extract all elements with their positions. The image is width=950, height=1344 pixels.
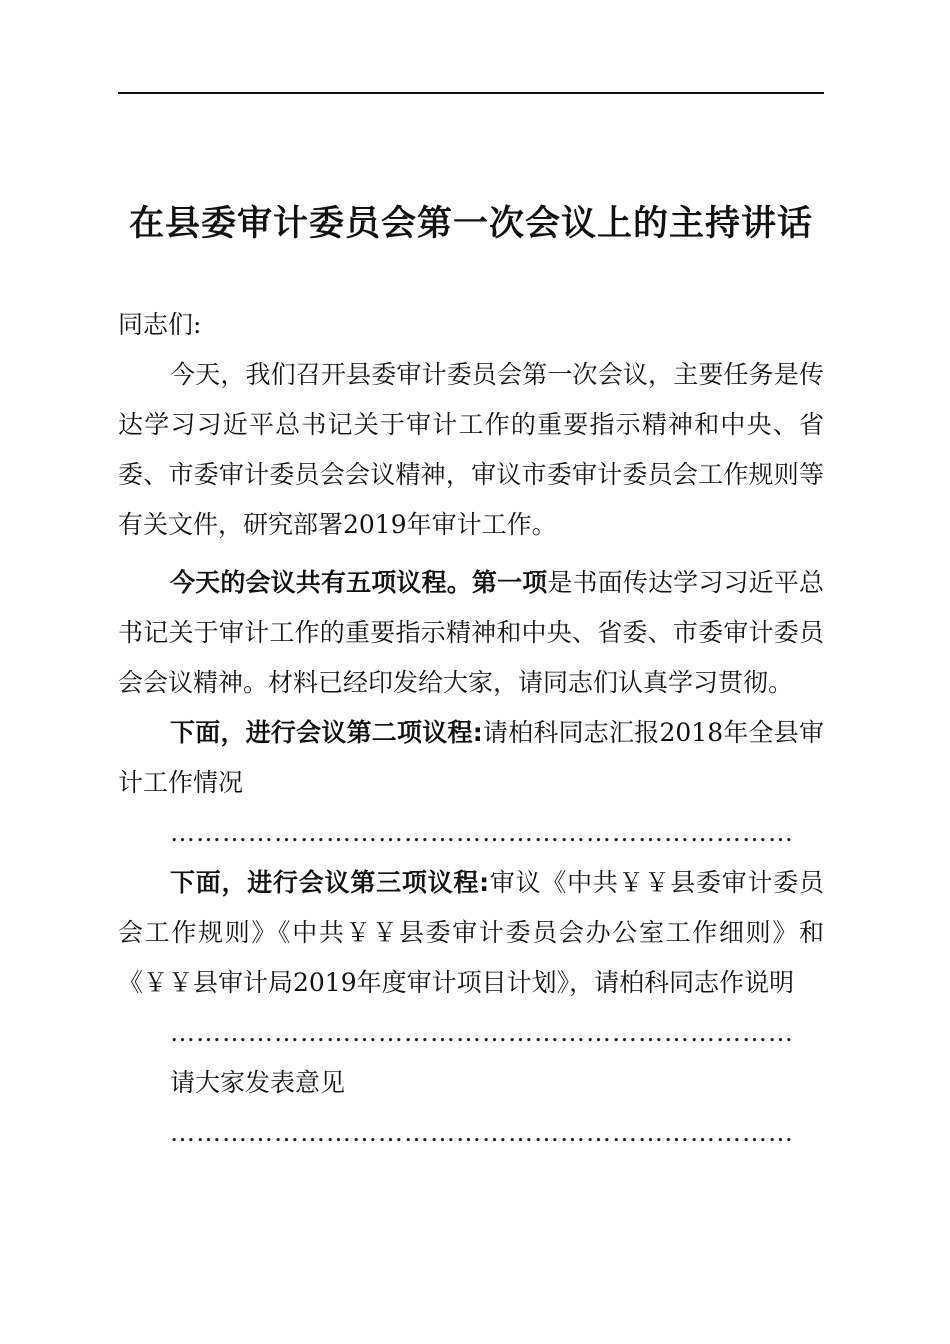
agenda-lead: 下面，进行会议第三项议程:: [170, 868, 490, 897]
paragraph-agenda-item-3: [118, 858, 824, 1008]
paragraph-opening: 今天，我们召开县委审计委员会第一次会议，主要任务是传达学习习近平总书记关于审计工作的重要指示精神和中央、省委、市委审计委员会会议精神，审议市委审计委员会工作规则等有关文件，研究部署2019年审计工作。: [118, 360, 824, 539]
ellipsis-line: ………………………………………………………………: [170, 818, 794, 847]
agenda-text: 审议《中共￥￥县委审计委员会工作规则》《中共￥￥县委审计委员会办公室工作细则》和《￥￥县审计局2019年度审计项目计划》，请柏科同志作说明: [118, 868, 824, 997]
header-rule: [118, 92, 824, 94]
paragraph-agenda-item-1: [118, 558, 824, 708]
agenda-lead: 今天的会议共有五项议程。第一项: [170, 568, 548, 597]
paragraph-agenda-item-2: [118, 708, 824, 808]
agenda-lead: 下面，进行会议第二项议程:: [170, 718, 483, 747]
agenda-text: 请柏科同志汇报2018年全县审计工作情况: [118, 718, 824, 797]
ellipsis-line: ………………………………………………………………: [170, 1018, 794, 1047]
ellipsis-line: ………………………………………………………………: [170, 1118, 794, 1147]
agenda-text: 是书面传达学习习近平总书记关于审计工作的重要指示精神和中央、省委、市委审计委员会会议精神。材料已经印发给大家，请同志们认真学习贯彻。: [118, 568, 824, 697]
paragraph-discussion: 请大家发表意见: [170, 1068, 346, 1097]
document-body: [118, 300, 824, 1158]
document-title: 在县委审计委员会第一次会议上的主持讲话: [128, 204, 813, 244]
salutation: 同志们:: [118, 310, 202, 339]
